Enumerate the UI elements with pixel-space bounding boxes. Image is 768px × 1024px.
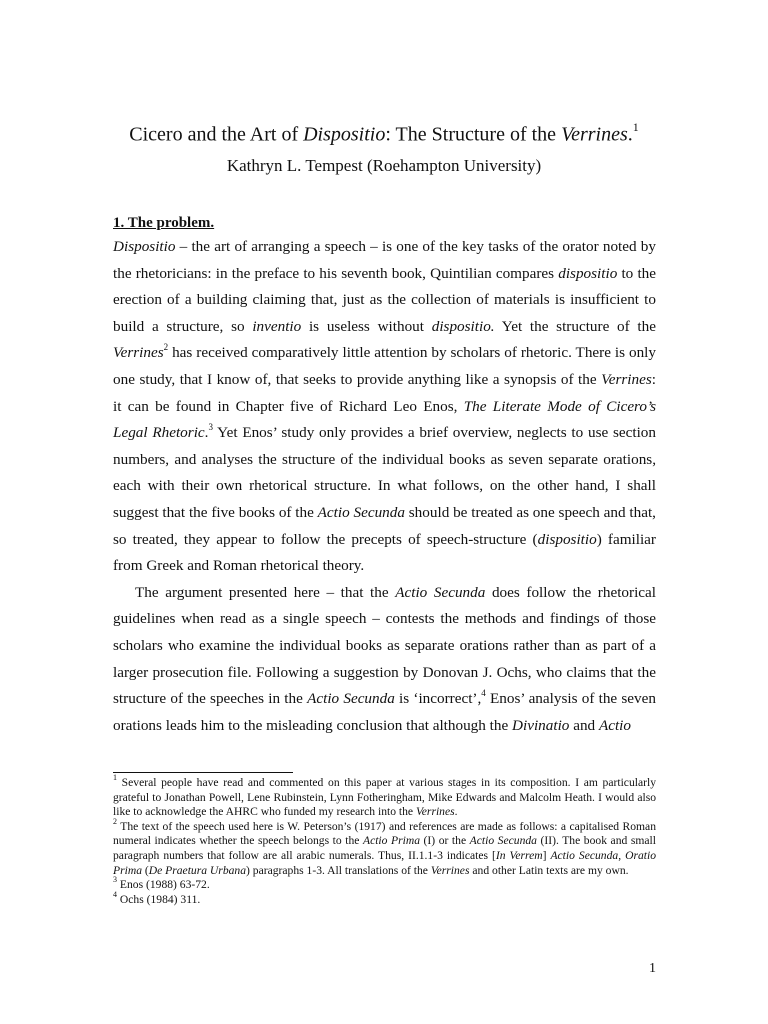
footnote [113, 773, 656, 820]
italic-text: Actio Prima [362, 834, 420, 848]
text-run: – the art of arranging a speech – is one of the key tasks of the orator noted by the rhetoricians: in the preface to his seventh book, Quintilian compares [113, 238, 656, 282]
text-run: Enos (1988) 63-72. [117, 878, 210, 892]
text-run: is useless without [301, 317, 432, 335]
italic-text: Verrines [415, 805, 455, 819]
italic-text: The Literate Mode of Cicero’s Legal Rhetoric [113, 397, 657, 442]
title-italic-dispositio: Dispositio [303, 123, 386, 146]
italic-text: In Verrem [495, 848, 543, 862]
page-number: 1 [649, 961, 656, 976]
italic-text: Actio Secunda [395, 583, 486, 601]
italic-text: Verrines [601, 370, 652, 388]
text-run: : it can be found in Chapter five of Richard Leo Enos, [113, 370, 656, 415]
footnote-ref[interactable]: 1 [113, 773, 117, 783]
italic-text: Oratio Prima [113, 848, 656, 877]
footnotes [113, 773, 656, 907]
italic-text: De Praetura Urbana [148, 863, 247, 877]
text-run: ( [141, 863, 149, 877]
text-run: The text of the speech used here is W. Peterson’s (1917) and references are made as follows: a capitalised Roman numeral indicates whether the speech belongs to the [113, 819, 656, 848]
italic-text: Divinatio [512, 716, 570, 734]
footnote-ref[interactable]: 2 [113, 816, 117, 826]
text-run: , [618, 848, 626, 862]
footnote-ref[interactable]: 3 [208, 422, 213, 433]
italic-text: dispositio. [431, 317, 495, 335]
text-run: The argument presented here – that the [135, 583, 396, 601]
text-run: (II). The book and small paragraph numbers that follow are all arabic numerals. Thus, II.1.1-3 indicates [ [113, 834, 656, 862]
text-run: Yet the structure of the [494, 317, 656, 335]
text-run: has received comparatively little attention by scholars of rhetoric. There is only one study, that I know of, that seeks to provide anything like a synopsis of the [113, 344, 656, 388]
text-run: Ochs (1984) 311. [117, 892, 201, 906]
title-prefix: Cicero and the Art of [129, 123, 304, 146]
italic-text: Dispositio [113, 238, 176, 255]
italic-text: inventio [252, 317, 302, 335]
italic-text: dispositio [558, 264, 618, 282]
text-run: should be treated as one speech and that, so treated, they appear to follow the precepts of speech-structure ( [113, 503, 656, 548]
footnote-ref[interactable]: 4 [113, 889, 117, 899]
italic-text: Actio Secunda [550, 848, 619, 862]
text-run: (I) or the [420, 834, 470, 848]
text-run: Yet Enos’ study only provides a brief overview, neglects to use section numbers, and analyses the structure of the individual books as seven separate orations, each with their own rhetorical structure. In what follows, on the other hand, I shall suggest that the five books of the [113, 424, 656, 521]
italic-text: Actio Secunda [469, 834, 537, 848]
paper-title [0, 116, 768, 148]
title-italic-verrines: Verrines [561, 123, 628, 146]
text-run: ) familiar from Greek and Roman rhetorical theory. [113, 530, 656, 575]
text-run: . [454, 805, 458, 819]
body-paragraph [113, 234, 656, 580]
title-suffix: . [627, 123, 633, 146]
title-footnote-ref[interactable]: 1 [632, 120, 639, 134]
text-run: does follow the rhetorical guidelines when read as a single speech – contests the methods and findings of those scholars who examine the individual books as separate orations rather than as part of a larger prosecution file. Following a suggestion by Donovan J. Ochs, who claims that the structure of the speeches in the [113, 583, 656, 708]
footnote-separator [113, 772, 293, 773]
text-run: and other Latin texts are my own. [469, 863, 629, 877]
title-middle: : The Structure of the [385, 123, 562, 146]
italic-text: dispositio [537, 530, 597, 548]
text-run: ) paragraphs 1-3. All translations of the [246, 863, 431, 877]
footnote [113, 816, 656, 878]
text-run: and [569, 716, 599, 734]
text-run: Enos’ analysis of the seven orations leads him to the misleading conclusion that although the [113, 690, 656, 734]
footnote-ref[interactable]: 4 [481, 688, 486, 699]
section-heading: 1. The problem. [113, 215, 215, 231]
footnote [113, 875, 656, 893]
text-run: Several people have read and commented on this paper at various stages in its composition. I am particularly grateful to Jonathan Powell, Lene Rubinstein, Lynn Fotheringham, Mike Edwards and Malcolm Heath. I would also like to acknowledge the AHRC who funded my research into the [113, 776, 656, 819]
text-run: ] [542, 848, 551, 862]
text-run: is ‘incorrect’, [394, 690, 482, 708]
author-line: Kathryn L. Tempest (Roehampton University) [226, 156, 542, 175]
italic-text: Actio Secunda [317, 503, 405, 521]
italic-text: Actio Secunda [307, 690, 395, 708]
body-paragraph [113, 580, 656, 740]
italic-text: Actio [598, 716, 631, 734]
body-text [113, 234, 656, 739]
italic-text: Verrines [430, 863, 470, 877]
text-run: . [204, 424, 209, 442]
text-run: to the erection of a building claiming that, just as the collection of materials is insufficient to build a structure, so [113, 264, 656, 335]
footnote-ref[interactable]: 3 [113, 875, 117, 885]
footnote-ref[interactable]: 2 [163, 342, 169, 353]
italic-text: Verrines [113, 344, 164, 362]
footnote [113, 889, 656, 908]
